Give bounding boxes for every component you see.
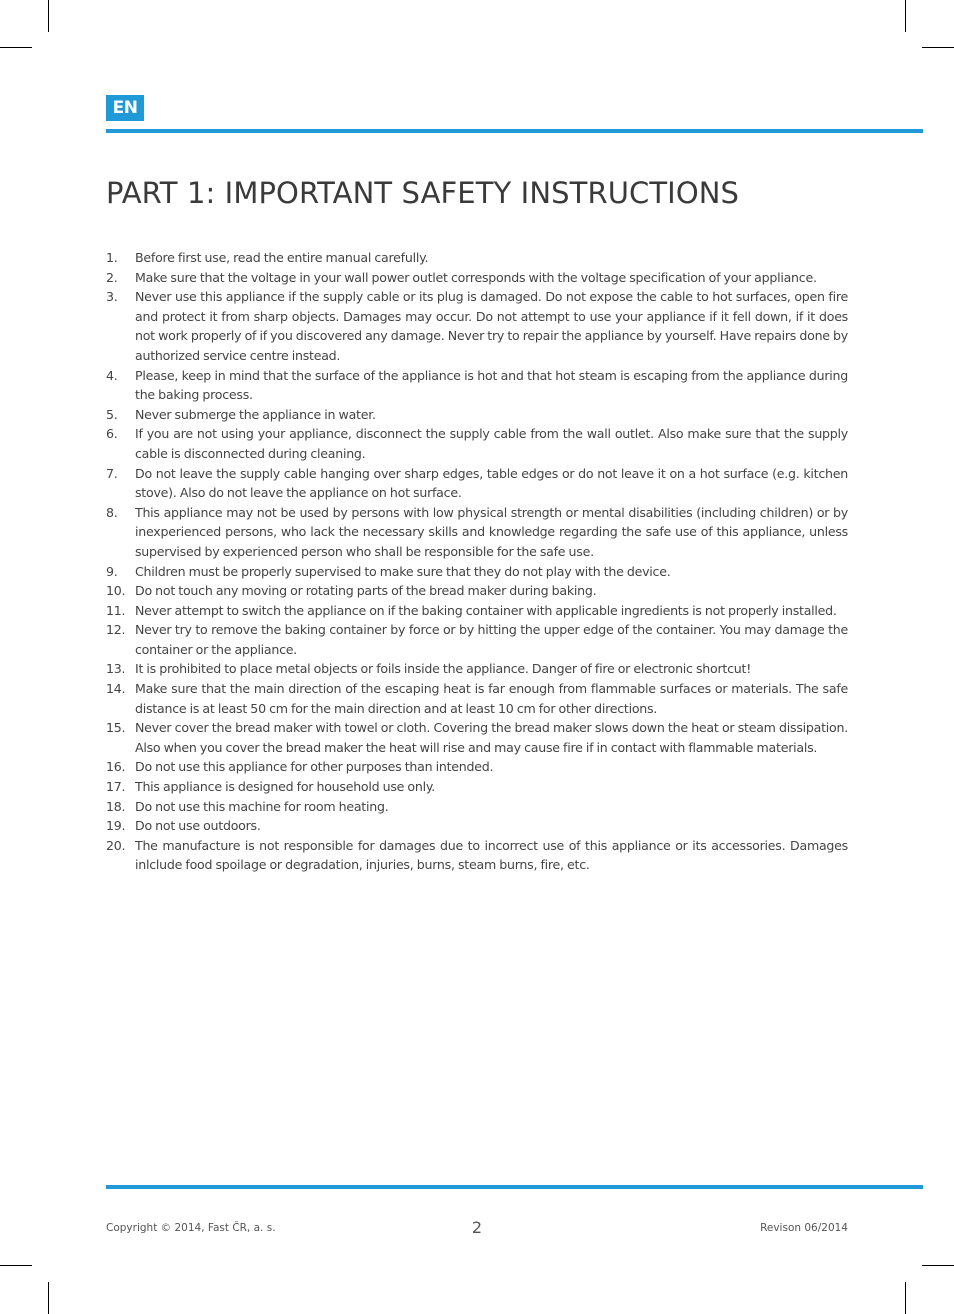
list-item (106, 620, 848, 659)
list-item (106, 601, 848, 621)
item-text: Never attempt to switch the appliance on if the baking container with applicable ingredients is not properly installed. (135, 602, 837, 618)
item-number: 8. (106, 504, 118, 520)
item-number: 4. (106, 367, 118, 383)
item-number: 13. (106, 661, 126, 677)
item-text: This appliance may not be used by persons with low physical strength or mental disabilities (including children) or by inexperienced persons, who lack the necessary skills and knowledge regarding the safe use of this appliance, unless supervised by experienced person who shall be responsible for the safe use. (135, 504, 848, 559)
crop-mark (922, 1265, 954, 1266)
list-item (106, 287, 848, 365)
list-item (106, 424, 848, 463)
crop-mark (48, 0, 49, 32)
list-item (106, 797, 848, 817)
item-text: Never cover the bread maker with towel or cloth. Covering the bread maker slows down the heat or steam dissipation. Also when you cover the bread maker the heat will rise and may cause fire if in contact with flammable materials. (135, 720, 848, 755)
crop-mark (48, 1282, 49, 1314)
item-text: Do not use this machine for room heating. (135, 798, 389, 814)
list-item (106, 405, 848, 425)
item-number: 12. (106, 622, 126, 638)
item-number: 19. (106, 818, 126, 834)
item-number: 17. (106, 779, 126, 795)
item-text: Make sure that the main direction of the escaping heat is far enough from flammable surfaces or materials. The safe distance is at least 50 cm for the main direction and at least 10 cm for other directions. (135, 681, 848, 716)
item-number: 11. (106, 602, 126, 618)
item-text: Never use this appliance if the supply cable or its plug is damaged. Do not expose the cable to hot surfaces, open fire and protect it from sharp objects. Damages may occur. Do not attempt to use your appliance if it fell down, if it does not work properly of if you discovered any damage. Never try to repair the appliance by yourself. Have repairs done by authorized service centre instead. (135, 289, 848, 363)
item-number: 10. (106, 583, 126, 599)
item-text: Before first use, read the entire manual carefully. (135, 250, 429, 265)
footer-copyright: Copyright © 2014, Fast ČR, a. s. (106, 1222, 276, 1234)
crop-mark (905, 0, 906, 32)
list-item (106, 248, 848, 268)
item-text: It is prohibited to place metal objects or foils inside the appliance. Danger of fire or electronic shortcut! (135, 661, 751, 677)
item-number: 18. (106, 798, 126, 814)
list-item (106, 503, 848, 562)
item-number: 3. (106, 289, 118, 305)
item-text: Children must be properly supervised to make sure that they do not play with the device. (135, 563, 671, 579)
item-number: 6. (106, 426, 118, 442)
item-number: 5. (106, 406, 118, 422)
crop-mark (0, 1265, 32, 1266)
crop-mark (905, 1282, 906, 1314)
item-text: Do not leave the supply cable hanging over sharp edges, table edges or do not leave it on a hot surface (e.g. kitchen stove). Also do not leave the appliance on hot surface. (135, 465, 848, 501)
list-item (106, 679, 848, 718)
item-text: Do not touch any moving or rotating parts of the bread maker during baking. (135, 583, 597, 599)
item-text: This appliance is designed for household use only. (135, 779, 436, 795)
item-number: 20. (106, 837, 126, 853)
item-number: 16. (106, 759, 126, 775)
item-text: Make sure that the voltage in your wall power outlet corresponds with the voltage specification of your appliance. (135, 269, 817, 285)
crop-mark (0, 47, 32, 48)
list-item (106, 562, 848, 582)
crop-mark (922, 47, 954, 48)
list-item (106, 366, 848, 405)
page-title: PART 1: IMPORTANT SAFETY INSTRUCTIONS (106, 176, 740, 210)
item-number: 15. (106, 720, 126, 736)
list-item (106, 464, 848, 503)
item-text: Never try to remove the baking container by force or by hitting the upper edge of the container. You may damage the container or the appliance. (135, 622, 848, 657)
footer-divider (106, 1185, 923, 1189)
item-number: 14. (106, 681, 126, 697)
language-tag: EN (106, 95, 144, 121)
item-text: Do not use this appliance for other purposes than intended. (135, 759, 494, 775)
item-number: 7. (106, 465, 118, 481)
page-number: 2 (471, 1218, 483, 1237)
header-divider (106, 129, 923, 133)
item-text: Do not use outdoors. (135, 818, 261, 834)
list-item (106, 816, 848, 836)
list-item (106, 268, 848, 288)
list-item (106, 836, 848, 875)
item-number: 1. (106, 250, 118, 265)
item-number: 2. (106, 269, 118, 285)
item-text: Never submerge the appliance in water. (135, 406, 376, 422)
item-text: Please, keep in mind that the surface of the appliance is hot and that hot steam is escaping from the appliance during the baking process. (135, 367, 848, 403)
list-item (106, 581, 848, 601)
item-text: If you are not using your appliance, disconnect the supply cable from the wall outlet. Also make sure that the supply cable is disconnected during cleaning. (135, 426, 848, 461)
list-item (106, 659, 848, 679)
safety-instructions-list (106, 248, 848, 875)
item-number: 9. (106, 563, 118, 579)
item-text: The manufacture is not responsible for damages due to incorrect use of this appliance or its accessories. Damages inlclude food spoilage or degradation, injuries, burns, steam burns, fire, etc. (135, 837, 848, 873)
list-item (106, 718, 848, 757)
list-item (106, 757, 848, 777)
list-item (106, 777, 848, 797)
footer-revision: Revison 06/2014 (760, 1222, 848, 1234)
